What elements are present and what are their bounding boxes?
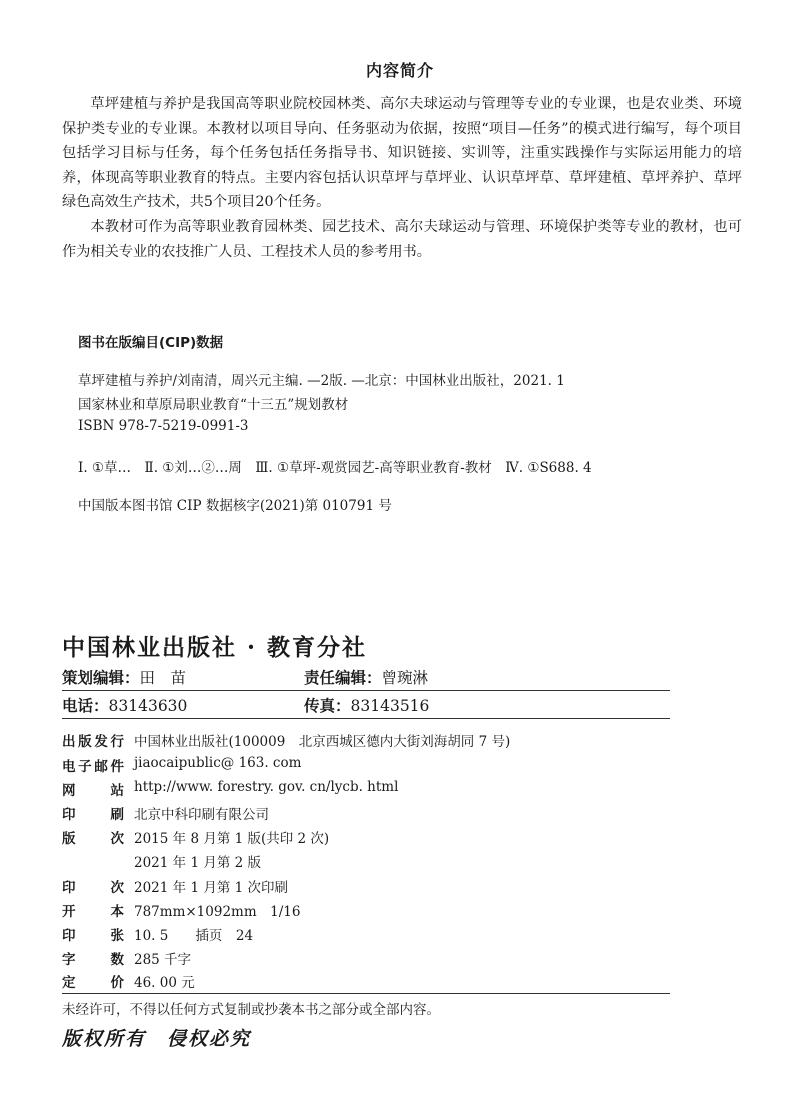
detail-label: 印次 xyxy=(62,880,124,896)
detail-label: 字数 xyxy=(62,952,124,968)
intro-title: 内容简介 xyxy=(365,61,434,80)
detail-label: 网站 xyxy=(62,783,124,799)
detail-label: 出版发行 xyxy=(62,734,124,750)
responsible-editor-label: 责任编辑： xyxy=(304,669,382,687)
fax xyxy=(304,694,429,716)
detail-label: 印张 xyxy=(62,928,124,944)
rights-reserved: 版权所有 侵权必究 xyxy=(62,1028,252,1050)
cip-line: 国家林业和草原局职业教育“十三五”规划教材 xyxy=(78,397,349,413)
fax-label: 传真： xyxy=(304,697,351,715)
phone-label: 电话： xyxy=(62,697,109,715)
detail-label: 开本 xyxy=(62,904,124,920)
intro-paragraph: 草坪建植与养护是我国高等职业院校园林类、高尔夫球运动与管理等专业的专业课，也是农业类、环境保护类专业的专业课。本教材以项目导向、任务驱动为依据，按照“项目—任务”的模式进行编写，每个项目包括学习目标与任务，每个任务包括任务指导书、知识链接、实训等，注重实践操作与实际运用能力的培养，体现高等职业教育的特点。主要内容包括认识草坪与草坪业、认识草坪草、草坪建植、草坪养护、草坪绿色高效生产技术，共5个项目20个任务。 xyxy=(62,96,742,211)
planning-editor-label: 策划编辑： xyxy=(62,669,140,687)
planning-editor xyxy=(62,666,186,688)
phone-value: 83143630 xyxy=(108,697,188,715)
responsible-editor-value: 曾琬淋 xyxy=(381,669,429,687)
phone xyxy=(62,694,187,716)
detail-value: 10. 5 插页 24 xyxy=(134,928,254,944)
intro-paragraph: 本教材可作为高等职业教育园林类、园艺技术、高尔夫球运动与管理、环境保护类等专业的教材，也可作为相关专业的农技推广人员、工程技术人员的参考用书。 xyxy=(62,218,742,260)
detail-value: 2015 年 8 月第 1 版(共印 2 次) xyxy=(134,831,330,847)
detail-value: 2021 年 1 月第 2 版 xyxy=(134,855,261,871)
detail-value: 2021 年 1 月第 1 次印刷 xyxy=(134,880,288,896)
detail-value: 46. 00 元 xyxy=(134,975,195,991)
cip-line: 草坪建植与养护/刘南清，周兴元主编. —2版. —北京：中国林业出版社，2021. 1 xyxy=(78,373,565,389)
divider xyxy=(62,690,670,691)
divider xyxy=(62,718,670,719)
planning-editor-value: 田 苗 xyxy=(139,669,187,687)
responsible-editor xyxy=(304,666,428,688)
detail-label: 印刷 xyxy=(62,807,124,823)
detail-label: 定价 xyxy=(62,975,124,991)
detail-label: 版次 xyxy=(62,831,124,847)
detail-value: http://www. forestry. gov. cn/lycb. html xyxy=(134,779,399,795)
intro-body xyxy=(62,92,742,264)
detail-value: 北京中科印刷有限公司 xyxy=(134,807,269,823)
detail-value: jiaocaipublic@ 163. com xyxy=(134,755,302,771)
cip-line: 中国版本图书馆 CIP 数据核字(2021)第 010791 号 xyxy=(78,498,392,514)
detail-label: 电子邮件 xyxy=(62,759,124,775)
publisher-name: 中国林业出版社 · 教育分社 xyxy=(62,634,368,661)
cip-line: Ⅰ. ①草… Ⅱ. ①刘…②…周 Ⅲ. ①草坪-观赏园艺-高等职业教育-教材 Ⅳ. ①S688. 4 xyxy=(78,460,592,476)
detail-value: 285 千字 xyxy=(134,952,192,968)
divider xyxy=(62,993,670,994)
cip-line: ISBN 978-7-5219-0991-3 xyxy=(78,418,249,434)
detail-value: 中国林业出版社(100009 北京西城区德内大街刘海胡同 7 号) xyxy=(134,734,511,750)
detail-value: 787mm×1092mm 1/16 xyxy=(134,904,301,920)
fax-value: 83143516 xyxy=(350,697,430,715)
cip-heading: 图书在版编目(CIP)数据 xyxy=(78,335,224,351)
copyright-notice: 未经许可，不得以任何方式复制或抄袭本书之部分或全部内容。 xyxy=(62,1002,440,1018)
